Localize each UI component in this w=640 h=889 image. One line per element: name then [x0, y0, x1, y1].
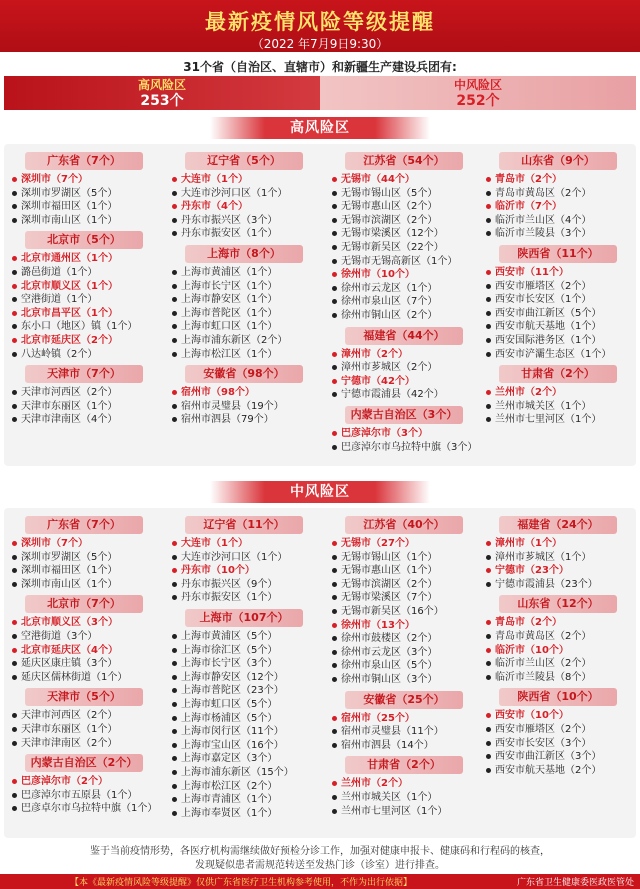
city-item: 漳州市（2个）: [330, 348, 478, 362]
city-item: 宿州市（98个）: [170, 386, 318, 400]
city-item: 巴彦淖尔市（2个）: [10, 775, 158, 789]
area-list: [330, 427, 478, 454]
area-list: [170, 630, 318, 820]
district-item: 上海市黄浦区（5个）: [170, 630, 318, 644]
area-list: [330, 173, 478, 323]
district-item: 无锡市新吴区（16个）: [330, 605, 478, 619]
district-item: 无锡市新吴区（22个）: [330, 241, 478, 255]
city-item: 青岛市（2个）: [484, 616, 632, 630]
province-header: 安徽省（25个）: [345, 691, 463, 709]
district-item: 无锡市梁溪区（12个）: [330, 227, 478, 241]
district-item: 西安市雁塔区（2个）: [484, 280, 632, 294]
area-list: [484, 173, 632, 241]
district-item: 漳州市芗城区（2个）: [330, 361, 478, 375]
high-risk-heading: 高风险区: [210, 117, 430, 139]
high-column: [484, 148, 632, 427]
district-item: 大连市沙河口区（1个）: [170, 187, 318, 201]
area-list: [484, 616, 632, 684]
high-risk-total: [4, 76, 320, 110]
district-item: 徐州市云龙区（1个）: [330, 282, 478, 296]
district-item: 丹东市振安区（1个）: [170, 227, 318, 241]
city-item: 北京市通州区（1个）: [10, 252, 158, 266]
city-item: 丹东市（10个）: [170, 564, 318, 578]
mid-risk-total: [320, 76, 636, 110]
mid-column: [10, 512, 158, 816]
province-header: 江苏省（40个）: [345, 516, 463, 534]
district-item: 宿州市灵璧县（11个）: [330, 725, 478, 739]
province-header: 广东省（7个）: [25, 516, 143, 534]
district-item: 上海市普陀区（23个）: [170, 684, 318, 698]
city-item: 宁德市（23个）: [484, 564, 632, 578]
province-header: 内蒙古自治区（2个）: [25, 754, 143, 772]
city-item: 西安市（10个）: [484, 709, 632, 723]
district-item: 宁德市霞浦县（23个）: [484, 578, 632, 592]
district-item: 丹东市振兴区（9个）: [170, 578, 318, 592]
city-item: 大连市（1个）: [170, 173, 318, 187]
district-item: 徐州市鼓楼区（2个）: [330, 632, 478, 646]
high-column: [10, 148, 158, 427]
district-item: 巴彦淖尔市五原县（1个）: [10, 789, 158, 803]
city-item: 无锡市（44个）: [330, 173, 478, 187]
mid-risk-panel: [4, 508, 636, 838]
area-list: [10, 775, 158, 816]
district-item: 无锡市滨湖区（2个）: [330, 214, 478, 228]
district-item: 无锡市惠山区（1个）: [330, 564, 478, 578]
province-header: 江苏省（54个）: [345, 152, 463, 170]
district-item: 天津市东丽区（1个）: [10, 723, 158, 737]
mid-risk-heading: 中风险区: [210, 481, 430, 503]
district-item: 临沂市兰陵县（8个）: [484, 671, 632, 685]
district-item: 上海市普陀区（1个）: [170, 307, 318, 321]
district-item: 青岛市黄岛区（2个）: [484, 630, 632, 644]
city-item: 北京市顺义区（3个）: [10, 616, 158, 630]
issuing-org: 广东省卫生健康委医政医管处: [516, 878, 634, 888]
area-list: [484, 386, 632, 427]
district-item: 无锡市锡山区（5个）: [330, 187, 478, 201]
city-item: 宁德市（42个）: [330, 375, 478, 389]
area-list: [484, 537, 632, 591]
mid-column: [484, 512, 632, 777]
province-header: 甘肃省（2个）: [345, 756, 463, 774]
district-item: 徐州市泉山区（7个）: [330, 295, 478, 309]
district-item: 上海市黄浦区（1个）: [170, 266, 318, 280]
district-item: 丹东市振兴区（3个）: [170, 214, 318, 228]
area-list: [10, 537, 158, 591]
province-header: 甘肃省（2个）: [499, 365, 617, 383]
district-item: 兰州市七里河区（1个）: [330, 805, 478, 819]
district-item: 宿州市泗县（14个）: [330, 739, 478, 753]
district-item: 上海市宝山区（16个）: [170, 739, 318, 753]
district-item: 天津市河西区（2个）: [10, 386, 158, 400]
area-list: [10, 173, 158, 227]
district-item: 上海市杨浦区（5个）: [170, 712, 318, 726]
district-item: 兰州市城关区（1个）: [484, 400, 632, 414]
area-list: [170, 173, 318, 241]
district-item: 西安市曲江新区（5个）: [484, 307, 632, 321]
district-item: 临沂市兰山区（2个）: [484, 657, 632, 671]
province-header: 辽宁省（11个）: [185, 516, 303, 534]
city-item: 大连市（1个）: [170, 537, 318, 551]
area-list: [484, 709, 632, 777]
footer-line-2: 发现疑似患者需规范转送至发热门诊（诊室）进行排查。: [195, 860, 445, 871]
city-item: 北京市延庆区（2个）: [10, 334, 158, 348]
city-item: 临沂市（7个）: [484, 200, 632, 214]
province-header: 天津市（5个）: [25, 688, 143, 706]
district-item: 上海市闵行区（11个）: [170, 725, 318, 739]
area-list: [330, 712, 478, 753]
district-item: 西安国际港务区（1个）: [484, 334, 632, 348]
district-item: 临沂市兰山区（4个）: [484, 214, 632, 228]
district-item: 宿州市灵璧县（19个）: [170, 400, 318, 414]
district-item: 徐州市铜山区（3个）: [330, 673, 478, 687]
district-item: 无锡市惠山区（2个）: [330, 200, 478, 214]
district-item: 深圳市南山区（1个）: [10, 214, 158, 228]
city-item: 徐州市（13个）: [330, 619, 478, 633]
province-header: 广东省（7个）: [25, 152, 143, 170]
city-item: 兰州市（2个）: [330, 777, 478, 791]
notice-bar: [0, 874, 640, 889]
notice-text: 【本《最新疫情风险等级提醒》仅供广东省医疗卫生机构参考使用，不作为出行依据】: [70, 878, 413, 888]
area-list: [330, 348, 478, 402]
city-item: 北京市延庆区（4个）: [10, 644, 158, 658]
district-item: 徐州市云龙区（3个）: [330, 646, 478, 660]
district-item: 兰州市城关区（1个）: [330, 791, 478, 805]
province-header: 上海市（8个）: [185, 245, 303, 263]
district-item: 深圳市罗湖区（5个）: [10, 551, 158, 565]
district-item: 东小口（地区）镇（1个）: [10, 320, 158, 334]
city-item: 北京市顺义区（1个）: [10, 280, 158, 294]
district-item: 天津市津南区（2个）: [10, 737, 158, 751]
mid-column: [170, 512, 318, 820]
city-item: 深圳市（7个）: [10, 537, 158, 551]
district-item: 巴彦淖尔市乌拉特中旗（3个）: [330, 441, 478, 455]
district-item: 上海市松江区（2个）: [170, 780, 318, 794]
district-item: 上海市青浦区（1个）: [170, 793, 318, 807]
district-item: 无锡市锡山区（1个）: [330, 551, 478, 565]
district-item: 宿州市泗县（79个）: [170, 413, 318, 427]
district-item: 上海市松江区（1个）: [170, 348, 318, 362]
area-list: [170, 537, 318, 605]
city-item: 无锡市（27个）: [330, 537, 478, 551]
district-item: 无锡市梁溪区（7个）: [330, 591, 478, 605]
high-risk-panel: [4, 144, 636, 466]
district-item: 西安市航天基地（2个）: [484, 764, 632, 778]
district-item: 深圳市罗湖区（5个）: [10, 187, 158, 201]
province-header: 福建省（24个）: [499, 516, 617, 534]
district-item: 八达岭镇（2个）: [10, 348, 158, 362]
province-header: 天津市（7个）: [25, 365, 143, 383]
district-item: 丹东市振安区（1个）: [170, 591, 318, 605]
province-header: 北京市（7个）: [25, 595, 143, 613]
footer-line-1: 鉴于当前疫情形势，各医疗机构需继续做好预检分诊工作，加强对健康申报卡、健康码和行程码的核查，: [90, 846, 550, 857]
area-list: [170, 266, 318, 361]
district-item: 上海市静安区（1个）: [170, 293, 318, 307]
city-item: 巴彦淖尔市（3个）: [330, 427, 478, 441]
district-item: 兰州市七里河区（1个）: [484, 413, 632, 427]
district-item: 西安市雁塔区（2个）: [484, 723, 632, 737]
district-item: 大连市沙河口区（1个）: [170, 551, 318, 565]
district-item: 上海市奉贤区（1个）: [170, 807, 318, 821]
district-item: 空港街道（1个）: [10, 293, 158, 307]
district-item: 巴彦卓尔市乌拉特中旗（1个）: [10, 802, 158, 816]
district-item: 上海市浦东新区（2个）: [170, 334, 318, 348]
area-list: [10, 386, 158, 427]
district-item: 西安市长安区（1个）: [484, 293, 632, 307]
province-header: 福建省（44个）: [345, 327, 463, 345]
province-header: 辽宁省（5个）: [185, 152, 303, 170]
district-item: 天津市东丽区（1个）: [10, 400, 158, 414]
district-item: 潞邑街道（1个）: [10, 266, 158, 280]
district-item: 深圳市福田区（1个）: [10, 200, 158, 214]
area-list: [484, 266, 632, 361]
city-item: 宿州市（25个）: [330, 712, 478, 726]
city-item: 北京市昌平区（1个）: [10, 307, 158, 321]
area-list: [330, 777, 478, 818]
district-item: 上海市嘉定区（3个）: [170, 752, 318, 766]
district-item: 漳州市芗城区（1个）: [484, 551, 632, 565]
city-item: 西安市（11个）: [484, 266, 632, 280]
mid-risk-label: 中风险区: [453, 78, 502, 92]
district-item: 深圳市福田区（1个）: [10, 564, 158, 578]
district-item: 临沂市兰陵县（3个）: [484, 227, 632, 241]
district-item: 深圳市南山区（1个）: [10, 578, 158, 592]
district-item: 延庆区儒林街道（1个）: [10, 671, 158, 685]
district-item: 上海市静安区（12个）: [170, 671, 318, 685]
mid-column: [330, 512, 478, 818]
district-item: 徐州市铜山区（2个）: [330, 309, 478, 323]
district-item: 上海市虹口区（5个）: [170, 698, 318, 712]
high-risk-count: 253个: [140, 93, 184, 109]
mid-risk-count: 252个: [456, 93, 500, 109]
province-header: 山东省（9个）: [499, 152, 617, 170]
district-item: 西安市航天基地（1个）: [484, 320, 632, 334]
city-item: 临沂市（10个）: [484, 644, 632, 658]
district-item: 无锡市无锡高新区（1个）: [330, 255, 478, 269]
update-date: （2022 年7月9日9:30）: [251, 37, 389, 51]
province-header: 山东省（12个）: [499, 595, 617, 613]
province-header: 陕西省（11个）: [499, 245, 617, 263]
province-header: 陕西省（10个）: [499, 688, 617, 706]
header-banner: [0, 0, 640, 52]
city-item: 丹东市（4个）: [170, 200, 318, 214]
province-header: 北京市（5个）: [25, 231, 143, 249]
city-item: 兰州市（2个）: [484, 386, 632, 400]
totals-bar: [4, 76, 636, 110]
district-item: 徐州市泉山区（5个）: [330, 659, 478, 673]
area-list: [10, 252, 158, 361]
district-item: 天津市河西区（2个）: [10, 709, 158, 723]
province-header: 内蒙古自治区（3个）: [345, 406, 463, 424]
district-item: 西安市长安区（3个）: [484, 737, 632, 751]
district-item: 西安市浐灞生态区（1个）: [484, 348, 632, 362]
district-item: 延庆区康庄镇（3个）: [10, 657, 158, 671]
footer-note: [0, 845, 640, 873]
city-item: 徐州市（10个）: [330, 268, 478, 282]
scope-text: 31个省（自治区、直辖市）和新疆生产建设兵团有:: [183, 60, 457, 74]
high-column: [170, 148, 318, 427]
province-header: 上海市（107个）: [185, 609, 303, 627]
area-list: [330, 537, 478, 687]
high-column: [330, 148, 478, 454]
city-item: 漳州市（1个）: [484, 537, 632, 551]
district-item: 上海市长宁区（1个）: [170, 280, 318, 294]
district-item: 空港街道（3个）: [10, 630, 158, 644]
city-item: 深圳市（7个）: [10, 173, 158, 187]
city-item: 青岛市（2个）: [484, 173, 632, 187]
province-header: 安徽省（98个）: [185, 365, 303, 383]
area-list: [170, 386, 318, 427]
district-item: 上海市浦东新区（15个）: [170, 766, 318, 780]
district-item: 宁德市霞浦县（42个）: [330, 388, 478, 402]
district-item: 天津市津南区（4个）: [10, 413, 158, 427]
district-item: 上海市虹口区（1个）: [170, 320, 318, 334]
district-item: 西安市曲江新区（3个）: [484, 750, 632, 764]
district-item: 无锡市滨湖区（2个）: [330, 578, 478, 592]
district-item: 青岛市黄岛区（2个）: [484, 187, 632, 201]
page-title: 最新疫情风险等级提醒: [205, 10, 435, 34]
district-item: 上海市长宁区（3个）: [170, 657, 318, 671]
district-item: 上海市徐汇区（5个）: [170, 644, 318, 658]
high-risk-label: 高风险区: [137, 78, 186, 92]
area-list: [10, 709, 158, 750]
area-list: [10, 616, 158, 684]
